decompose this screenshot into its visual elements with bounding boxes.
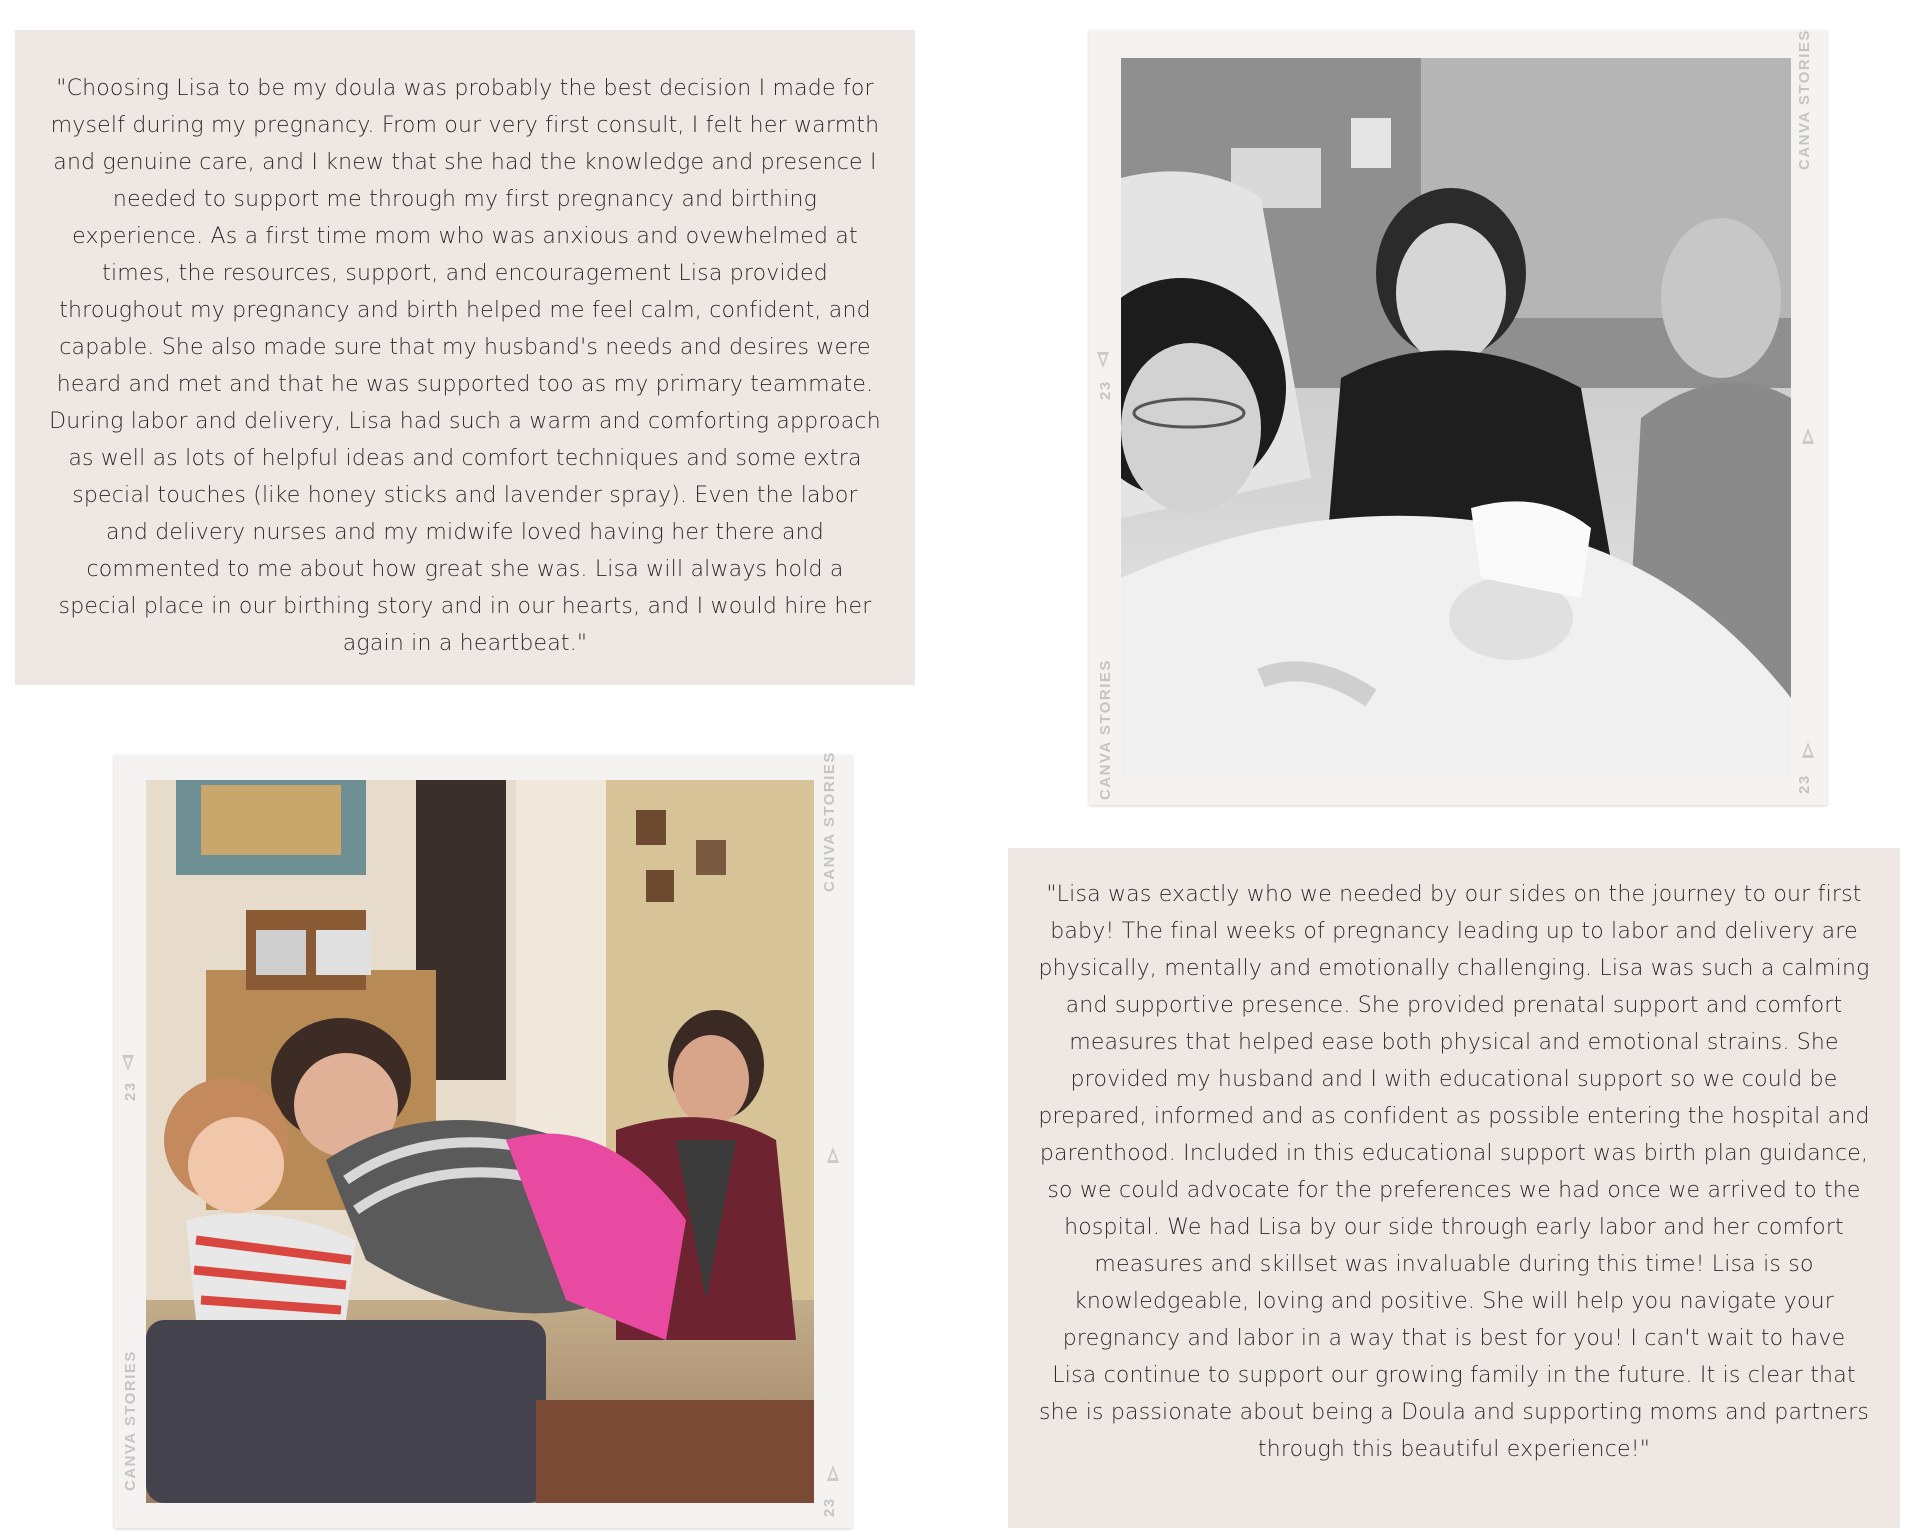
film-marker-icon [122,1055,134,1071]
film-frame-number: 23 [122,1081,139,1101]
film-brand-label: CANVA STORIES [821,751,838,892]
film-marker-icon [827,1465,839,1481]
testimonial-quote-2 [1008,848,1900,1528]
film-marker-icon [827,1147,839,1163]
film-marker-icon [1802,428,1814,444]
film-brand-label: CANVA STORIES [1097,659,1114,800]
living-room-photo-illustration [146,780,814,1503]
film-brand-label: CANVA STORIES [122,1350,139,1491]
film-marker-icon [1802,742,1814,758]
film-frame-number: 23 [1796,774,1813,794]
testimonial-text-1: "Choosing Lisa to be my doula was probably the best decision I made for myself during my pregnancy. From our very first consult, I felt her warmth and genuine care, and I knew that she had the knowledge and presence I needed to support me through my first pregnancy and birthing experience. As a first time mom who was anxious and ovewhelmed at times, the resources, support, and encouragement Lisa provided throughout my pregnancy and birth helped me feel calm, confident, and capable. She also made sure that my husband's needs and desires were heard and met and that he was supported too as my primary teammate. During labor and delivery, Lisa had such a warm and comforting approach as well as lots of helpful ideas and comfort techniques and some extra special touches (like honey sticks and lavender spray). Even the labor and delivery nurses and my midwife loved having her there and commented to me about how great she was. Lisa will always hold a special place in our birthing story and in our hearts, and I would hire her again in a heartbeat." [49,76,881,656]
testimonial-text-2: "Lisa was exactly who we needed by our sides on the journey to our first baby! The final weeks of pregnancy leading up to labor and delivery are physically, mentally and emotionally challenging. Lisa was such a calming and supportive presence. She provided prenatal support and comfort measures that helped ease both physical and emotional strains. She provided my husband and I with educational support so we could be prepared, informed and as confident as possible entering the hospital and parenthood. Included in this educational support was birth plan guidance, so we could advocate for the preferences we had once we arrived to the hospital. We had Lisa by our side through early labor and her comfort measures and skillset was invaluable during this time! Lisa is so knowledgeable, loving and positive. She will help you navigate your pregnancy and labor in a way that is best for you! I can't wait to have Lisa continue to support our growing family in the future. It is clear that she is passionate about being a Doula and supporting moms and partners through this beautiful experience!" [1038,882,1870,1462]
hospital-photo [1121,58,1791,776]
living-room-photo-frame [114,751,852,1528]
film-brand-label: CANVA STORIES [1796,29,1813,170]
film-frame-number: 23 [1097,380,1114,400]
hospital-photo-frame [1089,30,1827,805]
testimonial-quote-1 [15,30,915,685]
hospital-photo-illustration [1121,58,1791,776]
living-room-photo [146,780,814,1503]
film-marker-icon [1097,352,1109,368]
film-frame-number: 23 [821,1497,838,1517]
